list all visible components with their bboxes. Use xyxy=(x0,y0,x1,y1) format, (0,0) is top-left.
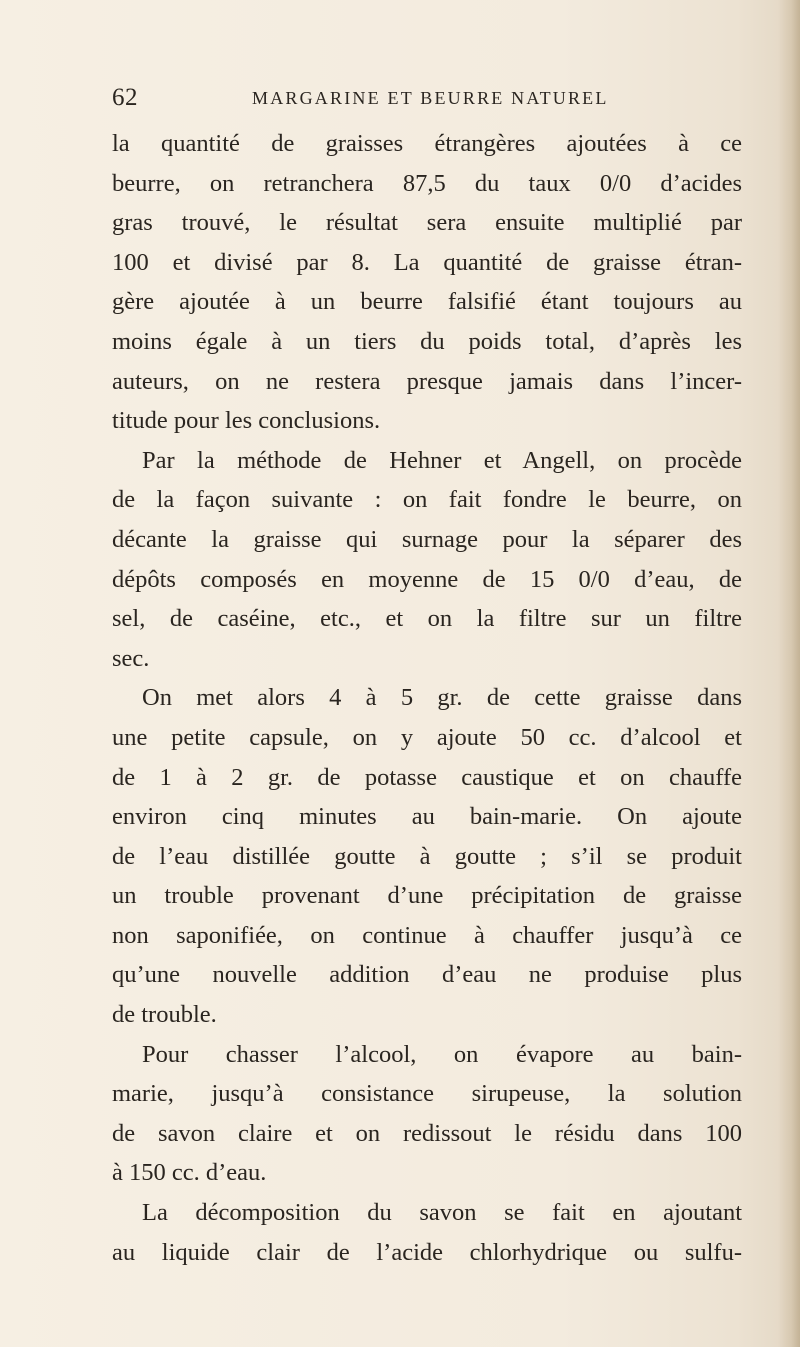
body-text xyxy=(112,124,742,1272)
text-line: qu’une nouvelle addition d’eau ne produise plus xyxy=(112,961,742,989)
text-line: de savon claire et on redissout le résidu dans 100 xyxy=(112,1119,742,1147)
text-line: gère ajoutée à un beurre falsifié étant toujours au xyxy=(112,288,742,316)
text-line: une petite capsule, on y ajoute 50 cc. d’alcool et xyxy=(112,723,742,751)
text-line: un trouble provenant d’une précipitation de graisse xyxy=(112,882,742,910)
text-line: moins égale à un tiers du poids total, d’après les xyxy=(112,327,742,355)
text-line: gras trouvé, le résultat sera ensuite multiplié par xyxy=(112,209,742,237)
page-header xyxy=(112,84,742,116)
text-line: marie, jusqu’à consistance sirupeuse, la solution xyxy=(112,1080,742,1108)
text-line: de trouble. xyxy=(112,1001,217,1029)
text-line: beurre, on retranchera 87,5 du taux 0/0 d’acides xyxy=(112,169,742,197)
text-line: de 1 à 2 gr. de potasse caustique et on chauffe xyxy=(112,763,742,791)
text-line: environ cinq minutes au bain-marie. On ajoute xyxy=(112,803,742,831)
page-edge-shadow xyxy=(778,0,800,1347)
text-line: On met alors 4 à 5 gr. de cette graisse dans xyxy=(142,684,742,712)
text-line: sec. xyxy=(112,644,150,672)
text-line: de l’eau distillée goutte à goutte ; s’il se produit xyxy=(112,842,742,870)
text-line: à 150 cc. d’eau. xyxy=(112,1159,267,1187)
text-line: La décomposition du savon se fait en ajoutant xyxy=(142,1199,742,1227)
text-line: Par la méthode de Hehner et Angell, on procède xyxy=(142,446,742,474)
text-line: au liquide clair de l’acide chlorhydrique ou sulfu- xyxy=(112,1238,742,1266)
page-number: 62 xyxy=(112,84,138,111)
text-line: titude pour les conclusions. xyxy=(112,407,381,435)
text-line: 100 et divisé par 8. La quantité de graisse étran- xyxy=(112,248,742,276)
text-line: la quantité de graisses étrangères ajoutées à ce xyxy=(112,130,742,157)
text-line: non saponifiée, on continue à chauffer jusqu’à ce xyxy=(112,921,742,949)
text-line: dépôts composés en moyenne de 15 0/0 d’eau, de xyxy=(112,565,742,593)
text-line: décante la graisse qui surnage pour la séparer des xyxy=(112,525,742,553)
running-title: MARGARINE ET BEURRE NATUREL xyxy=(252,88,609,108)
text-line: de la façon suivante : on fait fondre le beurre, on xyxy=(112,486,742,514)
text-line: auteurs, on ne restera presque jamais dans l’incer- xyxy=(112,367,742,395)
text-line: Pour chasser l’alcool, on évapore au bain- xyxy=(142,1040,742,1068)
text-line: sel, de caséine, etc., et on la filtre sur un filtre xyxy=(112,605,742,633)
